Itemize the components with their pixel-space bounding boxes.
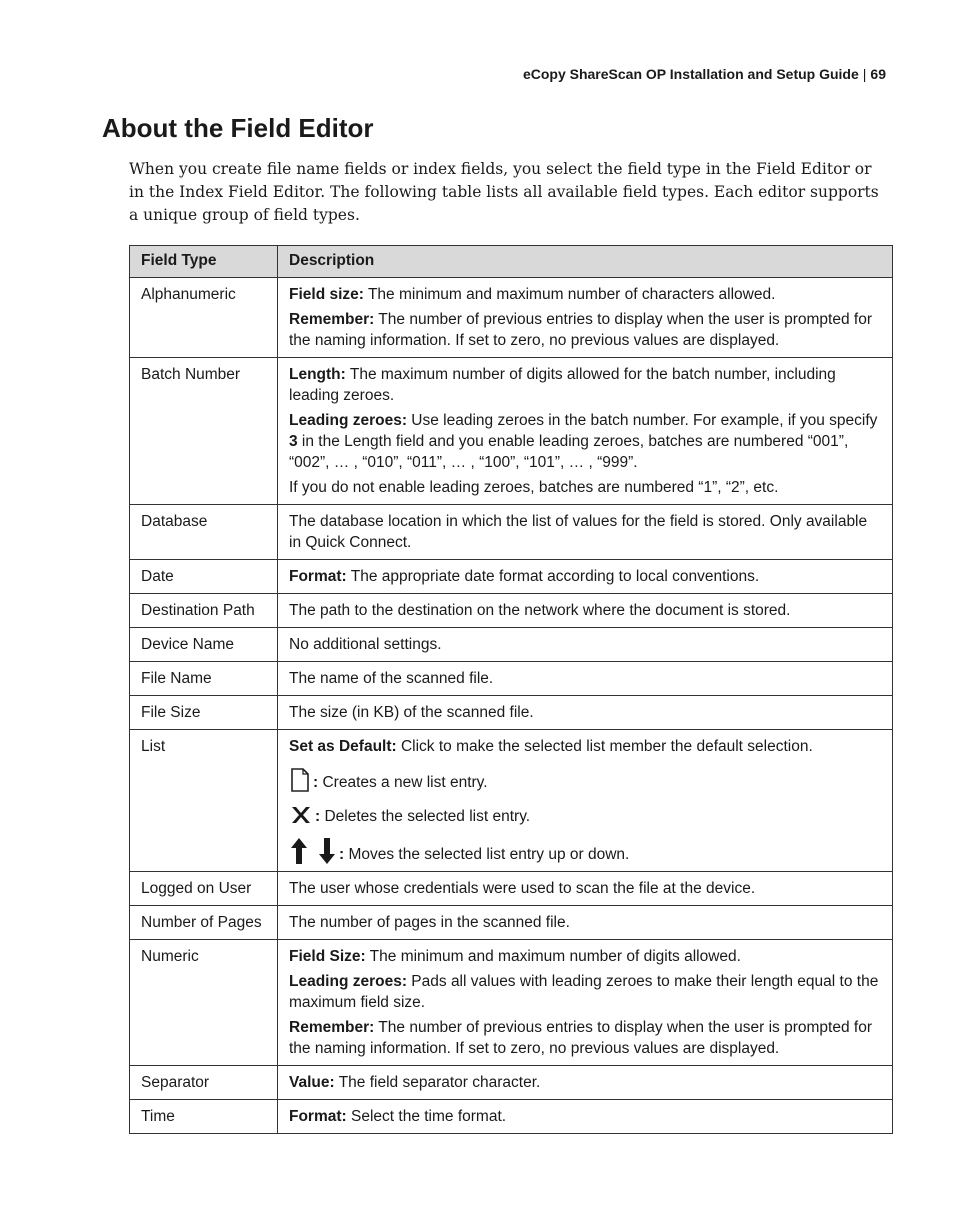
description-cell [278,358,893,505]
setting-label: Format: [289,568,347,585]
field-type-cell: Number of Pages [130,906,278,940]
description-cell [278,940,893,1066]
setting-value: 3 [289,433,298,450]
field-type-cell: File Size [130,696,278,730]
setting-text: The number of previous entries to display when the user is prompted for the naming information. If set to zero, no previous values are displayed. [289,1019,872,1057]
icon-colon: : [313,774,319,791]
intro-paragraph: When you create file name fields or index fields, you select the field type in the Field Editor or in the Index Field Editor. The following table lists all available field types. Each editor supports a unique group of field types. [129,160,879,224]
description-cell [278,696,893,730]
table-body [130,278,893,1134]
description-paragraph [289,736,882,757]
icon-description-line [289,767,882,793]
description-cell [278,906,893,940]
description-cell [278,505,893,560]
table-row [130,1100,893,1134]
setting-text: The minimum and maximum number of characters allowed. [363,286,776,303]
description-cell [278,872,893,906]
icon-action-text: Deletes the selected list entry. [320,808,531,825]
field-type-cell: List [130,730,278,872]
icon-description [315,806,530,827]
description-paragraph [289,1017,882,1059]
setting-label: Format: [289,1108,347,1125]
description-paragraph [289,912,882,933]
setting-label: Leading zeroes: [289,412,407,429]
field-type-cell: Numeric [130,940,278,1066]
column-header-description: Description [278,246,893,278]
table-row [130,594,893,628]
icon-action-text: Creates a new list entry. [318,774,488,791]
description-cell [278,278,893,358]
description-paragraph [289,364,882,406]
setting-text: The number of previous entries to display when the user is prompted for the naming information. If set to zero, no previous values are displayed. [289,311,872,349]
setting-label: Value: [289,1074,335,1091]
description-paragraph [289,309,882,351]
field-type-cell: Database [130,505,278,560]
description-paragraph [289,702,882,723]
icon-colon: : [339,846,345,863]
field-type-cell: Device Name [130,628,278,662]
description-paragraph [289,946,882,967]
setting-label: Field Size: [289,948,366,965]
description-cell [278,1066,893,1100]
setting-label: Leading zeroes: [289,973,407,990]
running-header [523,66,886,82]
description-paragraph [289,634,882,655]
description-paragraph [289,1072,882,1093]
icon-description-line [289,837,882,865]
setting-text: Pads all values with leading zeroes to make their length equal to the maximum field size. [289,973,879,1011]
field-type-cell: File Name [130,662,278,696]
description-cell [278,662,893,696]
field-type-cell: Destination Path [130,594,278,628]
setting-label: Remember: [289,1019,375,1036]
table-row [130,872,893,906]
table-row [130,696,893,730]
setting-text: If you do not enable leading zeroes, batches are numbered “1”, “2”, etc. [289,479,779,496]
description-paragraph [289,878,882,899]
delete-x-icon [289,803,313,827]
setting-text: The name of the scanned file. [289,670,494,687]
description-paragraph [289,477,882,498]
description-paragraph [289,284,882,305]
field-type-cell: Time [130,1100,278,1134]
arrow-up-icon [289,837,309,865]
table-row [130,278,893,358]
description-cell [278,730,893,872]
description-paragraph [289,971,882,1013]
field-type-cell: Batch Number [130,358,278,505]
field-type-cell: Logged on User [130,872,278,906]
setting-text: Use leading zeroes in the batch number. For example, if you specify [407,412,878,429]
description-cell [278,628,893,662]
setting-text: The maximum number of digits allowed for the batch number, including leading zeroes. [289,366,836,404]
table-row [130,560,893,594]
setting-text: The number of pages in the scanned file. [289,914,570,931]
setting-text: The user whose credentials were used to scan the file at the device. [289,880,756,897]
icon-description-line [289,803,882,827]
table-row [130,358,893,505]
setting-text: The path to the destination on the network where the document is stored. [289,602,791,619]
setting-label: Field size: [289,286,364,303]
description-paragraph [289,1106,882,1127]
setting-label: Set as Default: [289,738,397,755]
setting-text: The minimum and maximum number of digits allowed. [365,948,741,965]
description-cell [278,560,893,594]
field-type-cell: Date [130,560,278,594]
setting-text: The size (in KB) of the scanned file. [289,704,534,721]
setting-text: The field separator character. [334,1074,541,1091]
field-type-cell: Separator [130,1066,278,1100]
icon-description [339,844,629,865]
field-type-cell: Alphanumeric [130,278,278,358]
setting-text: in the Length field and you enable leading zeroes, batches are numbered “001”, “002”, … , “010”, “011”, … , “100”, “101”, … , “999”. [289,433,849,471]
description-paragraph [289,668,882,689]
icon-action-text: Moves the selected list entry up or down. [344,846,630,863]
description-paragraph [289,600,882,621]
setting-text: Select the time format. [346,1108,507,1125]
table-row [130,940,893,1066]
new-document-icon [289,767,311,793]
table-row [130,628,893,662]
setting-label: Remember: [289,311,375,328]
setting-label: Length: [289,366,346,383]
description-cell [278,594,893,628]
table-row [130,730,893,872]
column-header-field-type: Field Type [130,246,278,278]
field-types-table [129,245,893,1134]
setting-text: Click to make the selected list member the default selection. [396,738,813,755]
header-separator: | [862,66,867,82]
table-header-row [130,246,893,278]
table-row [130,505,893,560]
table-row [130,906,893,940]
setting-text: The database location in which the list of values for the field is stored. Only available in Quick Connect. [289,513,868,551]
page-title: About the Field Editor [102,113,374,143]
description-paragraph [289,511,882,553]
setting-text: No additional settings. [289,636,442,653]
setting-text: The appropriate date format according to local conventions. [346,568,760,585]
guide-title: eCopy ShareScan OP Installation and Setup Guide [522,66,859,82]
table-row [130,662,893,696]
arrow-down-icon [317,837,337,865]
table-row [130,1066,893,1100]
page-number: 69 [870,66,886,82]
icon-description [313,772,488,793]
description-cell [278,1100,893,1134]
description-paragraph [289,410,882,473]
icon-colon: : [315,808,321,825]
description-paragraph [289,566,882,587]
